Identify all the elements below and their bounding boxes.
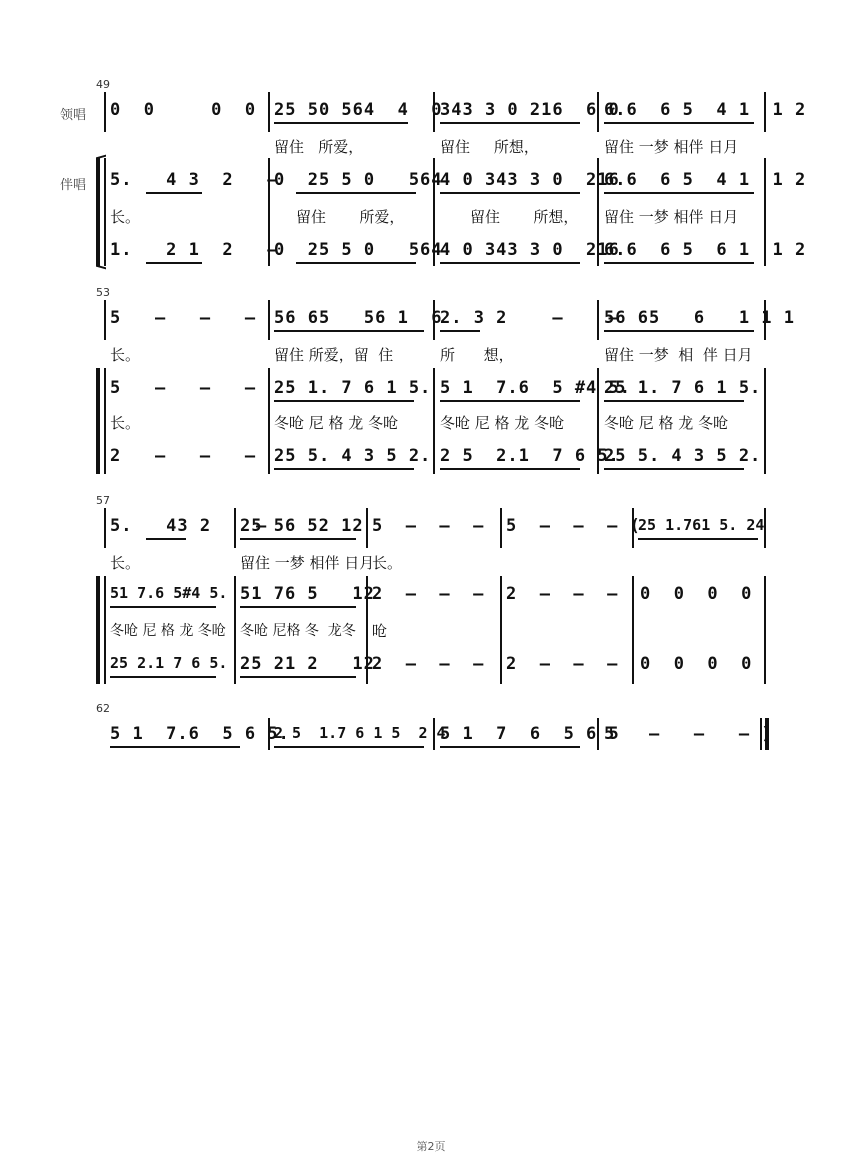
accomp-bracket: [96, 158, 100, 266]
underline: [604, 400, 744, 402]
underline: [440, 330, 480, 332]
acc2-measure-52: 6.6 6 5 6 1 1 2: [604, 240, 807, 260]
acc2-measure-60: 2 – – –: [506, 654, 619, 674]
system-start-line: [104, 92, 106, 132]
lead-measure-55: 2. 3 2 – –: [440, 308, 620, 328]
acc2-measure-57: 25 2.1 7 6 5.: [110, 654, 228, 672]
acc2-measure-53: 2 – – –: [110, 446, 257, 466]
acc1-lyric-50: 留住 所爱，: [296, 208, 405, 226]
underline: [240, 606, 356, 608]
lead-measure-64: 5 1 7 6 5 6 5: [440, 724, 620, 744]
barline: [632, 576, 634, 684]
lead-lyric-54: 留住 所爱，留 住: [274, 346, 394, 364]
accomp-start-line: [104, 368, 106, 474]
underline: [440, 262, 580, 264]
underline: [604, 192, 754, 194]
underline: [110, 746, 240, 748]
acc2-measure-49: 1. 2 1 2 –: [110, 240, 279, 260]
underline: [440, 468, 580, 470]
acc2-measure-58: 25 21 2 12: [240, 654, 375, 674]
barline: [764, 576, 766, 684]
acc1-lyric-53: 长。: [110, 414, 141, 432]
measure-number-49: 49: [96, 78, 110, 91]
barline: [268, 368, 270, 474]
underline: [146, 538, 186, 540]
lead-measure-49: 0 0 0 0: [110, 100, 257, 120]
lead-lyric-59: 长。: [372, 554, 403, 572]
accomp-bracket: [96, 576, 100, 684]
underline: [274, 330, 424, 332]
acc2-measure-55: 2 5 2.1 7 6 5.: [440, 446, 620, 466]
lead-lyric-55: 所 想，: [440, 346, 514, 364]
underline: [146, 262, 202, 264]
accomp-start-line: [104, 576, 106, 684]
barline: [764, 368, 766, 474]
acc2-measure-54: 25 5. 4 3 5 2.: [274, 446, 432, 466]
barline: [268, 92, 270, 132]
underline: [440, 192, 580, 194]
part-label-accomp: 伴唱: [60, 178, 87, 193]
underline: [240, 538, 356, 540]
underline: [146, 192, 202, 194]
barline: [234, 576, 236, 684]
acc1-lyric-55: 冬呛 尼 格 龙 冬呛: [440, 414, 565, 432]
lead-lyric-52: 留住 一梦 相伴 日月: [604, 138, 739, 156]
acc1-measure-49: 5. 4 3 2 –: [110, 170, 279, 190]
lead-measure-62: 5 1 7.6 5 6 5.: [110, 724, 290, 744]
lead-measure-61: 25 1.761 5. 24: [638, 516, 765, 534]
acc1-measure-52: 6.6 6 5 4 1 1 2: [604, 170, 807, 190]
acc1-measure-54: 25 1. 7 6 1 5.: [274, 378, 432, 398]
underline: [440, 122, 580, 124]
underline: [274, 468, 414, 470]
lead-measure-60: 5 – – – (: [506, 516, 641, 536]
lead-measure-56: 56 65 6 1 1 1: [604, 308, 795, 328]
lead-lyric-56: 留住 一梦 相 伴 日月: [604, 346, 753, 364]
underline: [604, 122, 754, 124]
underline: [274, 746, 424, 748]
acc1-measure-56: 25 1. 7 6 1 5.: [604, 378, 762, 398]
acc1-lyric-49: 长。: [110, 208, 141, 226]
underline: [604, 468, 744, 470]
underline: [440, 400, 580, 402]
acc1-lyric-58: 冬呛 尼格 冬 龙冬: [240, 623, 356, 639]
underline: [296, 192, 416, 194]
lead-lyric-58: 留住 一梦 相伴 日月: [240, 554, 375, 572]
accomp-bracket: [96, 368, 100, 474]
acc1-measure-55: 5 1 7.6 5 #4 5.: [440, 378, 631, 398]
underline: [240, 676, 356, 678]
acc1-measure-53: 5 – – –: [110, 378, 257, 398]
lead-measure-51: 343 3 0 216 6 0: [440, 100, 620, 120]
acc1-measure-57: 51 7.6 5#4 5.: [110, 584, 228, 602]
underline: [110, 606, 216, 608]
lead-lyric-57: 长。: [110, 554, 141, 572]
page-number: 第2页: [416, 1140, 446, 1153]
lead-measure-52: 6.6 6 5 4 1 1 2: [604, 100, 807, 120]
acc1-measure-60: 2 – – –: [506, 584, 619, 604]
acc1-lyric-51: 留住 所想，: [470, 208, 579, 226]
accomp-start-line: [104, 158, 106, 266]
part-label-lead: 领唱: [60, 108, 87, 123]
lead-measure-65: 5 – – – ): [604, 724, 773, 744]
underline: [638, 538, 758, 540]
acc1-measure-51: 4 0 343 3 0 216: [440, 170, 620, 190]
acc1-lyric-59: 呛: [372, 622, 388, 640]
lead-measure-63: 2 5 1.7 6 1 5 2 4: [274, 724, 446, 742]
underline: [604, 330, 754, 332]
acc1-measure-61: 0 0 0 0: [640, 584, 753, 604]
lead-measure-50: 25 50 564 4 0: [274, 100, 443, 120]
lead-measure-54: 56 65 56 1 6: [274, 308, 443, 328]
acc1-lyric-54: 冬呛 尼 格 龙 冬呛: [274, 414, 399, 432]
underline: [274, 122, 408, 124]
acc2-measure-56: 25 5. 4 3 5 2.: [604, 446, 762, 466]
acc1-lyric-56: 冬呛 尼 格 龙 冬呛: [604, 414, 729, 432]
underline: [604, 262, 754, 264]
barline: [366, 508, 368, 548]
acc2-measure-51: 4 0 343 3 0 216: [440, 240, 620, 260]
measure-number-57: 57: [96, 494, 110, 507]
barline: [268, 300, 270, 340]
acc2-measure-50: 0 25 5 0 564: [274, 240, 443, 260]
lead-lyric-51: 留住 所想，: [440, 138, 539, 156]
lead-lyric-50: 留住 所爱，: [274, 138, 364, 156]
acc1-lyric-57: 冬呛 尼 格 龙 冬呛: [110, 623, 226, 639]
acc1-measure-58: 51 76 5 12: [240, 584, 375, 604]
acc1-measure-50: 0 25 5 0 564: [274, 170, 443, 190]
acc2-measure-61: 0 0 0 0: [640, 654, 753, 674]
acc2-measure-59: 2 – – –: [372, 654, 485, 674]
acc1-lyric-52: 留住 一梦 相伴 日月: [604, 208, 739, 226]
barline: [500, 576, 502, 684]
system-start-line: [104, 508, 106, 548]
underline: [440, 746, 580, 748]
lead-measure-58: 25 56 52 12: [240, 516, 364, 536]
underline: [110, 676, 216, 678]
underline: [274, 400, 414, 402]
system-start-line: [104, 300, 106, 340]
lead-lyric-53: 长。: [110, 346, 141, 364]
acc1-measure-59: 2 – – –: [372, 584, 485, 604]
underline: [296, 262, 416, 264]
barline: [433, 368, 435, 474]
lead-measure-59: 5 – – –: [372, 516, 485, 536]
measure-number-53: 53: [96, 286, 110, 299]
measure-number-62: 62: [96, 702, 110, 715]
lead-measure-57: 5. 43 2 –: [110, 516, 268, 536]
lead-measure-53: 5 – – –: [110, 308, 257, 328]
barline: [500, 508, 502, 548]
